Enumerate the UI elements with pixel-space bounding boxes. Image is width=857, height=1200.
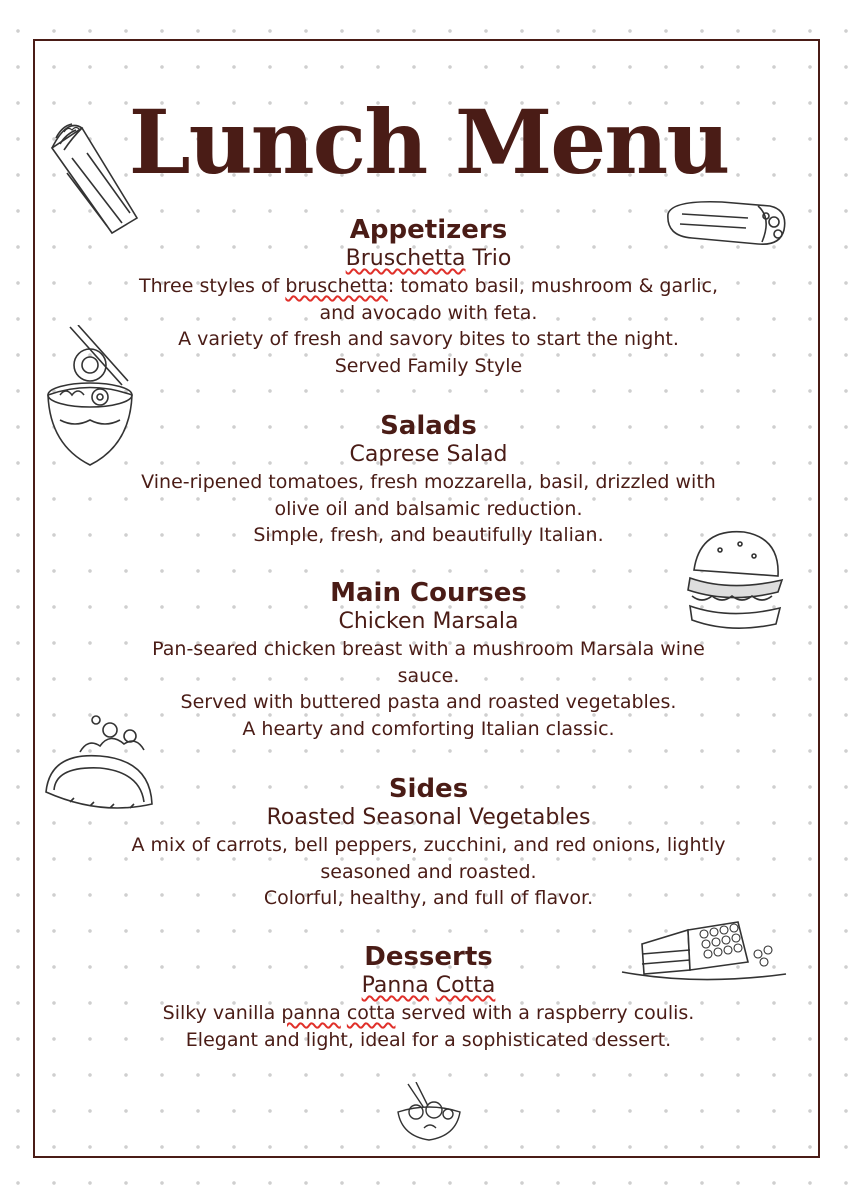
item-description: Silky vanilla panna cotta served with a raspberry coulis. [162,1002,695,1024]
section-heading: Salads [380,411,477,441]
item-name: Panna Cotta [361,973,496,998]
item-name: Bruschetta Trio [345,246,512,271]
section-heading: Main Courses [330,578,527,608]
item-tagline: A variety of fresh and savory bites to start the night. [178,328,679,350]
item-description: seasoned and roasted. [320,860,537,883]
section-main-courses [90,578,767,742]
section-salads [90,411,767,549]
section-desserts [90,942,767,1053]
section-heading: Desserts [364,942,493,972]
item-tagline: A hearty and comforting Italian classic. [242,717,615,740]
section-sides [90,774,767,912]
item-description: sauce. [397,664,460,687]
item-description: Vine-ripened tomatoes, fresh mozzarella, basil, drizzled with [141,471,716,493]
item-name: Roasted Seasonal Vegetables [266,805,591,830]
item-name: Caprese Salad [349,442,508,467]
item-description: Served with buttered pasta and roasted vegetables. [180,691,677,713]
item-name: Chicken Marsala [338,609,519,634]
item-description: olive oil and balsamic reduction. [274,497,583,520]
item-description: A mix of carrots, bell peppers, zucchini, and red onions, lightly [131,834,726,856]
item-description: Pan-seared chicken breast with a mushroom Marsala wine [152,638,705,660]
salad-bowl-sketch-icon [394,1082,464,1142]
item-tagline: Simple, fresh, and beautifully Italian. [253,524,604,546]
item-note: Served Family Style [334,354,523,377]
menu-title: Lunch Menu [128,90,729,194]
item-tagline: Elegant and light, ideal for a sophisticated dessert. [185,1028,672,1051]
section-heading: Appetizers [349,215,508,245]
section-heading: Sides [388,774,469,804]
section-appetizers [90,215,767,379]
item-tagline: Colorful, healthy, and full of flavor. [263,887,594,909]
item-description: Three styles of bruschetta: tomato basil, mushroom & garlic, [139,275,718,297]
item-description: and avocado with feta. [319,301,538,324]
